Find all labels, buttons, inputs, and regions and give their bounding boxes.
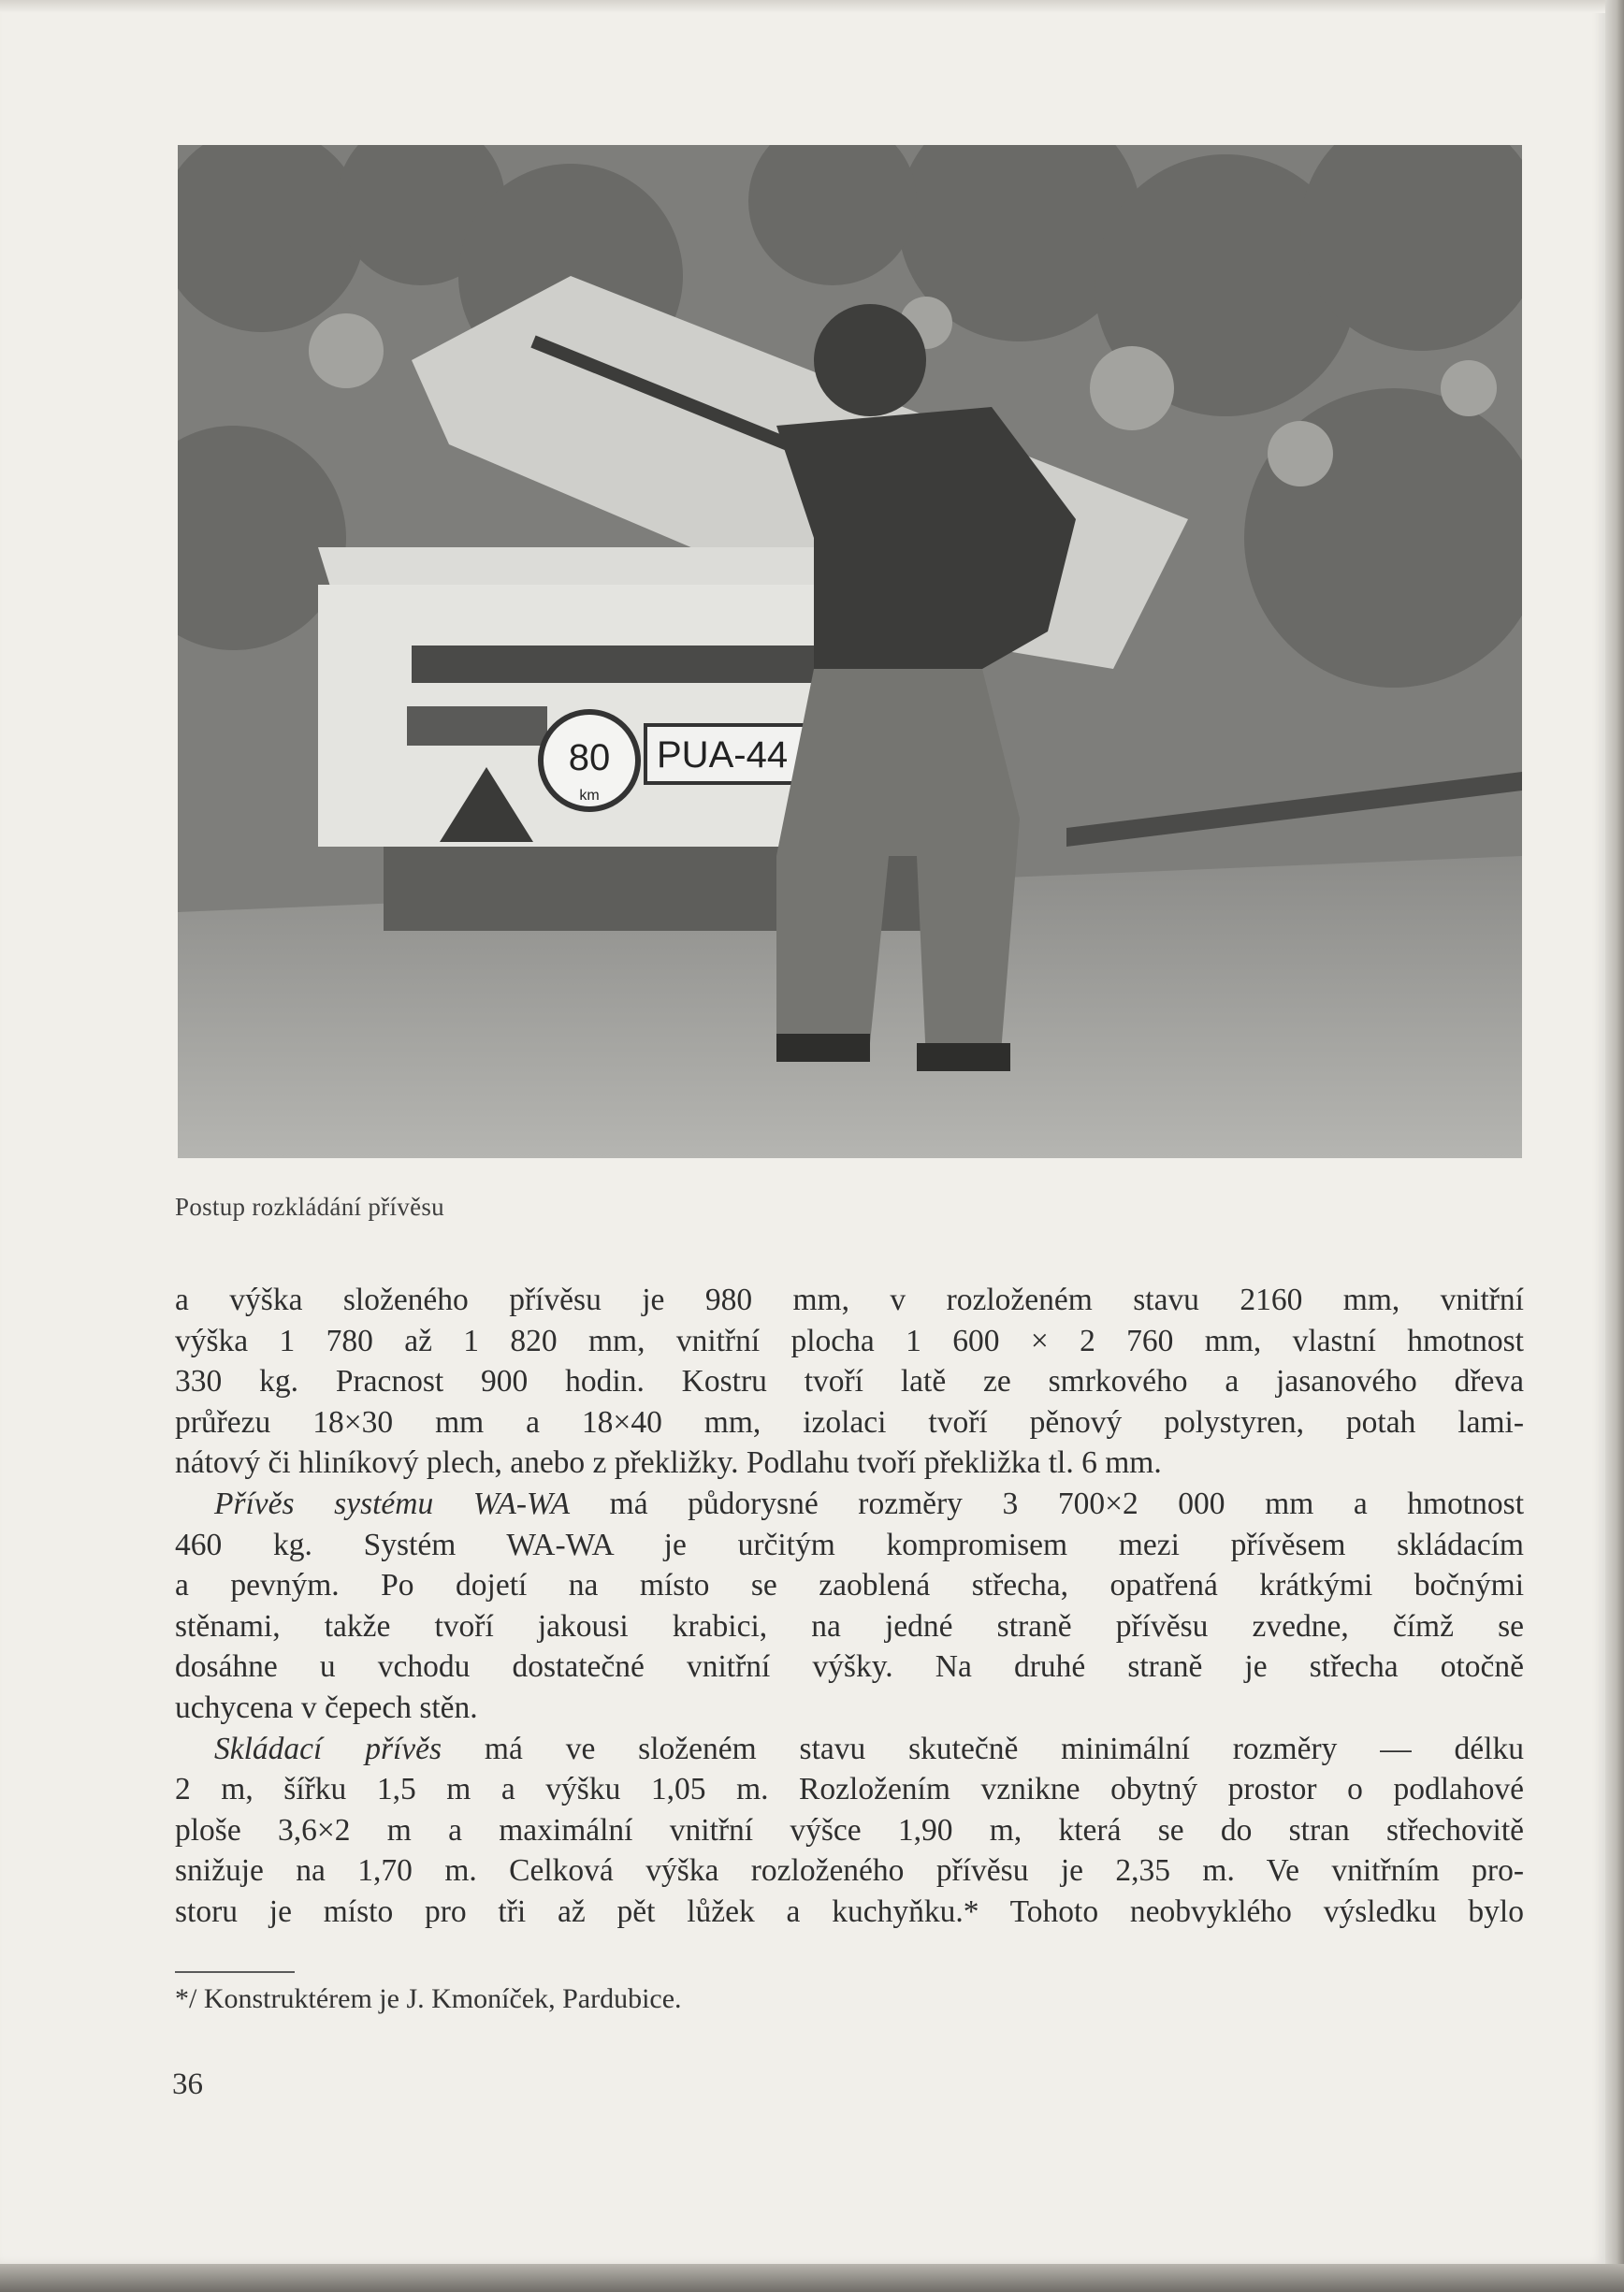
text-run: 460 kg. Systém WA-WA je určitým kompromisem mezi přívěsem skládacím: [175, 1527, 1524, 1562]
text-run: uchycena v čepech stěn.: [175, 1690, 478, 1725]
page-bottom-edge: [0, 2264, 1624, 2292]
text-line: [175, 1280, 1524, 1321]
text-line: [175, 1525, 1524, 1566]
text-run: má ve složeném stavu skutečně minimální rozměry — délku: [442, 1731, 1524, 1766]
license-plate-text: PUA-44: [657, 734, 789, 776]
text-line: [175, 1850, 1524, 1892]
text-line: [175, 1361, 1524, 1402]
text-run: storu je místo pro tři až pět lůžek a kuchyňku.* Tohoto neobvyklého výsledku bylo: [175, 1893, 1524, 1929]
text-run: ploše 3,6×2 m a maximální vnitřní výšce 1,90 m, která se do stran střechovitě: [175, 1812, 1524, 1848]
text-run: stěnami, takže tvoří jakousi krabici, na jedné straně přívěsu zvedne, čímž se: [175, 1608, 1524, 1644]
text-run: dosáhne u vchodu dostatečné vnitřní výšky. Na druhé straně je střecha otočně: [175, 1649, 1524, 1685]
text-line: [175, 1646, 1524, 1688]
italic-term: Skládací přívěs: [214, 1731, 442, 1766]
footnote: */ Konstruktérem je J. Kmoníček, Pardubice.: [175, 1983, 682, 2014]
text-line: [175, 1892, 1524, 1933]
text-line: [175, 1402, 1524, 1443]
text-line: [175, 1565, 1524, 1606]
text-run: snižuje na 1,70 m. Celková výška rozloženého přívěsu je 2,35 m. Ve vnitřním pro-: [175, 1853, 1524, 1889]
text-run: nátový či hliníkový plech, anebo z překližky. Podlahu tvoří překližka tl. 6 mm.: [175, 1445, 1162, 1481]
page-top-edge: [0, 0, 1605, 13]
text-line: [175, 1729, 1524, 1770]
body-text: [175, 1280, 1524, 1933]
text-run: a výška složeného přívěsu je 980 mm, v rozloženém stavu 2160 mm, vnitřní: [175, 1283, 1524, 1317]
text-run: 2 m, šířku 1,5 m a výšku 1,05 m. Rozložením vznikne obytný prostor o podlahové: [175, 1772, 1524, 1807]
text-line: [175, 1484, 1524, 1525]
text-line: [175, 1810, 1524, 1851]
page-right-edge: [1605, 0, 1624, 2292]
text-run: výška 1 780 až 1 820 mm, vnitřní plocha 1 600 × 2 760 mm, vlastní hmotnost: [175, 1323, 1524, 1358]
trailer-photo: [178, 145, 1522, 1158]
footnote-rule: [175, 1971, 295, 1973]
speed-sign-number: 80: [568, 737, 611, 778]
photo-caption: Postup rozkládání přívěsu: [175, 1193, 444, 1221]
text-line: [175, 1769, 1524, 1810]
speed-sign-unit: km: [579, 788, 600, 804]
text-line: [175, 1606, 1524, 1647]
text-line: [175, 1321, 1524, 1362]
text-run: a pevným. Po dojetí na místo se zaoblená střecha, opatřená krátkými bočnými: [175, 1568, 1524, 1603]
text-run: průřezu 18×30 mm a 18×40 mm, izolaci tvoří pěnový polystyren, potah lami-: [175, 1404, 1524, 1440]
text-line: [175, 1443, 1524, 1484]
text-run: 330 kg. Pracnost 900 hodin. Kostru tvoří latě ze smrkového a jasanového dřeva: [175, 1364, 1524, 1400]
italic-term: Přívěs systému WA-WA: [214, 1486, 571, 1521]
text-run: má půdorysné rozměry 3 700×2 000 mm a hmotnost: [570, 1486, 1525, 1521]
text-line: [175, 1688, 1524, 1729]
page-number: 36: [172, 2067, 203, 2101]
